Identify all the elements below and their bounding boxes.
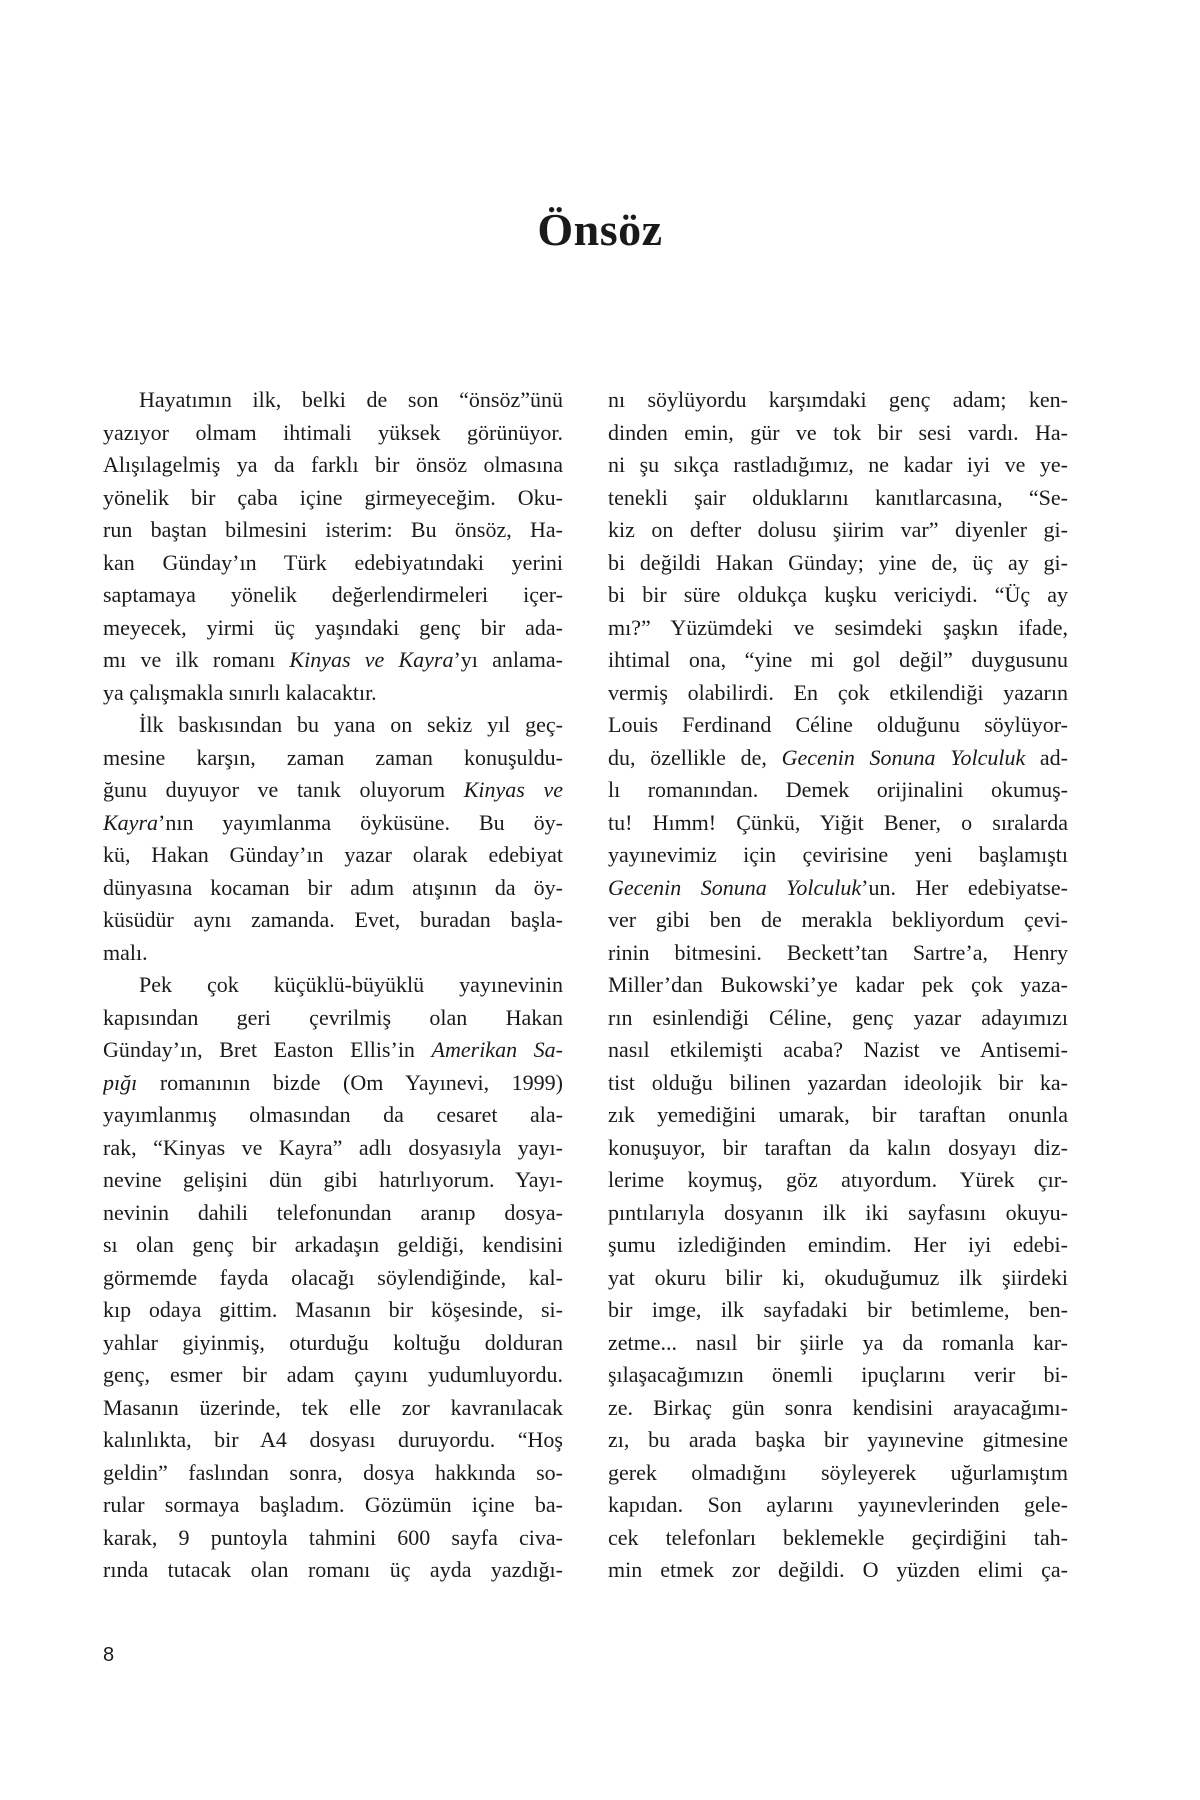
- text-line: ya çalışmakla sınırlı kalacaktır.: [103, 679, 377, 705]
- book-title-italic: Kayra: [103, 809, 158, 835]
- text-line: kiz on defter dolusu şiirim var” diyenler gi-: [608, 517, 1068, 542]
- text-segment: romanının bizde (Om Yayınevi, 1999): [137, 1069, 563, 1095]
- text-line: ver gibi ben de merakla bekliyordum çevi-: [608, 907, 1068, 932]
- text-line: tenekli şair olduklarını kanıtlarcasına, “Se-: [608, 484, 1068, 510]
- text-line: Louis Ferdinand Céline olduğunu söylüyor-: [608, 712, 1068, 737]
- text-line: rın esinlendiği Céline, genç yazar adayımızı: [608, 1004, 1068, 1030]
- text-line: konuşuyor, bir taraftan da kalın dosyayı diz-: [608, 1134, 1068, 1160]
- text-line: kıp odaya gittim. Masanın bir köşesinde, si-: [103, 1297, 563, 1322]
- text-line: [103, 1067, 563, 1100]
- text-line: [103, 807, 563, 840]
- text-line: zık yemediğini umarak, bir taraftan onunla: [608, 1102, 1068, 1127]
- text-line: Alışılagelmiş ya da farklı bir önsöz olmasına: [103, 452, 563, 477]
- text-line: Miller’dan Bukowski’ye kadar pek çok yaza-: [608, 972, 1068, 997]
- text-line: lı romanından. Demek orijinalini okumuş-: [608, 777, 1068, 802]
- text-line: [103, 644, 563, 677]
- text-line: bir imge, ilk sayfadaki bir betimleme, ben-: [608, 1297, 1068, 1322]
- text-line: sı olan genç bir arkadaşın geldiği, kendisini: [103, 1232, 563, 1257]
- text-line: ze. Birkaç gün sonra kendisini arayacağımı-: [608, 1394, 1068, 1420]
- text-line: nasıl etkilemişti acaba? Nazist ve Antisemi-: [608, 1037, 1068, 1062]
- text-line: geldin” faslından sonra, dosya hakkında so-: [103, 1459, 563, 1485]
- text-line: kapıdan. Son aylarını yayınevlerinden gele-: [608, 1492, 1068, 1517]
- page-title: Önsöz: [537, 204, 663, 255]
- text-line: malı.: [103, 939, 148, 965]
- text-line: rak, “Kinyas ve Kayra” adlı dosyasıyla yayı-: [103, 1134, 563, 1160]
- text-line: rında tutacak olan romanı üç ayda yazdığı-: [103, 1557, 563, 1582]
- text-line: mı?” Yüzümdeki ve sesimdeki şaşkın ifade,: [608, 614, 1068, 640]
- text-segment: mı ve ilk romanı: [103, 647, 290, 672]
- text-segment: ’un. Her edebiyatse-: [861, 874, 1068, 900]
- text-line: dinden emin, gür ve tok bir sesi vardı. Ha-: [608, 419, 1068, 445]
- text-line: bi değildi Hakan Günday; yine de, üç ay gi-: [608, 549, 1068, 575]
- text-line: tist olduğu bilinen yazardan ideolojik bir ka-: [608, 1069, 1068, 1095]
- text-line: ihtimal ona, “yine mi gol değil” duygusunu: [608, 647, 1068, 672]
- text-line: yazıyor olmam ihtimali yüksek görünüyor.: [103, 419, 563, 445]
- text-segment: ğunu duyuyor ve tanık oluyorum: [103, 777, 464, 802]
- text-line: yayınevimiz için çevirisine yeni başlamıştı: [608, 842, 1068, 867]
- text-line: meyecek, yirmi üç yaşındaki genç bir ada-: [103, 614, 563, 640]
- left-column: [103, 384, 563, 1587]
- text-line: yönelik bir çaba içine girmeyeceğim. Oku-: [103, 484, 563, 510]
- text-line: karak, 9 puntoyla tahmini 600 sayfa civa-: [103, 1524, 563, 1550]
- book-title-italic: pığı: [103, 1069, 138, 1095]
- text-line: Hayatımın ilk, belki de son “önsöz”ünü: [139, 387, 563, 412]
- right-column: [608, 384, 1068, 1587]
- text-line: nı söylüyordu karşımdaki genç adam; ken-: [608, 387, 1068, 412]
- text-line: tu! Hımm! Çünkü, Yiğit Bener, o sıralarda: [608, 809, 1068, 835]
- text-line: gerek olmadığını söyleyerek uğurlamıştım: [608, 1459, 1068, 1485]
- text-line: yat okuru bilir ki, okuduğumuz ilk şiirdeki: [608, 1264, 1068, 1290]
- text-line: İlk baskısından bu yana on sekiz yıl geç-: [139, 712, 563, 737]
- text-line: [103, 1034, 563, 1067]
- text-line: vermiş olabilirdi. En çok etkilendiği yazarın: [608, 679, 1068, 705]
- text-line: [608, 872, 1068, 905]
- text-line: küsüdür aynı zamanda. Evet, buradan başla-: [103, 907, 563, 932]
- page-number: 8: [103, 1644, 115, 1666]
- text-segment: ’nın yayımlanma öyküsüne. Bu öy-: [158, 809, 563, 835]
- text-line: Masanın üzerinde, tek elle zor kavranılacak: [103, 1394, 563, 1420]
- text-line: genç, esmer bir adam çayını yudumluyordu.: [103, 1362, 563, 1387]
- text-line: zı, bu arada başka bir yayınevine gitmesine: [608, 1427, 1068, 1452]
- text-line: rinin bitmesini. Beckett’tan Sartre’a, Henry: [608, 939, 1068, 965]
- text-line: kapısından geri çevrilmiş olan Hakan: [103, 1004, 563, 1030]
- text-line: run baştan bilmesini isterim: Bu önsöz, Ha-: [103, 517, 563, 542]
- text-segment: Günday’ın, Bret Easton Ellis’in: [103, 1037, 432, 1062]
- text-line: zetme... nasıl bir şiirle ya da romanla kar-: [608, 1329, 1068, 1355]
- text-segment: ’yı anlama-: [453, 647, 563, 672]
- text-line: nevinin dahili telefonundan aranıp dosya-: [103, 1199, 563, 1225]
- book-title-italic: Kinyas ve: [463, 777, 563, 802]
- text-line: mesine karşın, zaman zaman konuşuldu-: [103, 744, 563, 770]
- text-line: lerime koymuş, göz atıyordum. Yürek çır-: [608, 1167, 1068, 1192]
- text-line: saptamaya yönelik değerlendirmeleri içer-: [103, 582, 563, 607]
- text-line: kü, Hakan Günday’ın yazar olarak edebiyat: [103, 842, 563, 867]
- text-line: min etmek zor değildi. O yüzden elimi ça-: [608, 1557, 1068, 1582]
- book-title-italic: Gecenin Sonuna Yolculuk: [608, 874, 862, 900]
- text-segment: du, özellikle de,: [608, 744, 782, 770]
- text-line: kan Günday’ın Türk edebiyatındaki yerini: [103, 549, 563, 575]
- text-line: cek telefonları beklemekle geçirdiğini tah-: [608, 1524, 1068, 1550]
- text-line: bi bir süre oldukça kuşku vericiydi. “Üç ay: [608, 582, 1068, 607]
- text-line: şumu izlediğinden emindim. Her iyi edebi-: [608, 1232, 1068, 1257]
- text-segment: ad-: [1025, 744, 1068, 770]
- book-title-italic: Gecenin Sonuna Yolculuk: [781, 744, 1026, 770]
- text-line: görmemde fayda olacağı söylendiğinde, kal-: [103, 1264, 563, 1290]
- text-line: Pek çok küçüklü-büyüklü yayınevinin: [139, 972, 563, 997]
- text-line: ni şu sıkça rastladığımız, ne kadar iyi ve ye-: [608, 452, 1068, 477]
- text-line: kalınlıkta, bir A4 dosyası duruyordu. “Hoş: [103, 1427, 563, 1452]
- text-line: nevine gelişini dün gibi hatırlıyorum. Yayı-: [103, 1167, 563, 1192]
- book-title-italic: Kinyas ve Kayra: [289, 647, 454, 672]
- text-line: [103, 774, 563, 807]
- text-line: [608, 742, 1068, 775]
- text-line: pıntılarıyla dosyanın ilk iki sayfasını okuyu-: [608, 1199, 1068, 1225]
- text-line: şılaşacağımızın önemli ipuçlarını verir bi-: [608, 1362, 1068, 1387]
- text-line: yahlar giyinmiş, oturduğu koltuğu dolduran: [103, 1329, 563, 1355]
- text-line: rular sormaya başladım. Gözümün içine ba-: [103, 1492, 563, 1517]
- text-line: yayımlanmış olmasından da cesaret ala-: [103, 1102, 563, 1127]
- book-title-italic: Amerikan Sa-: [431, 1037, 563, 1062]
- text-line: dünyasına kocaman bir adım atışının da öy-: [103, 874, 563, 900]
